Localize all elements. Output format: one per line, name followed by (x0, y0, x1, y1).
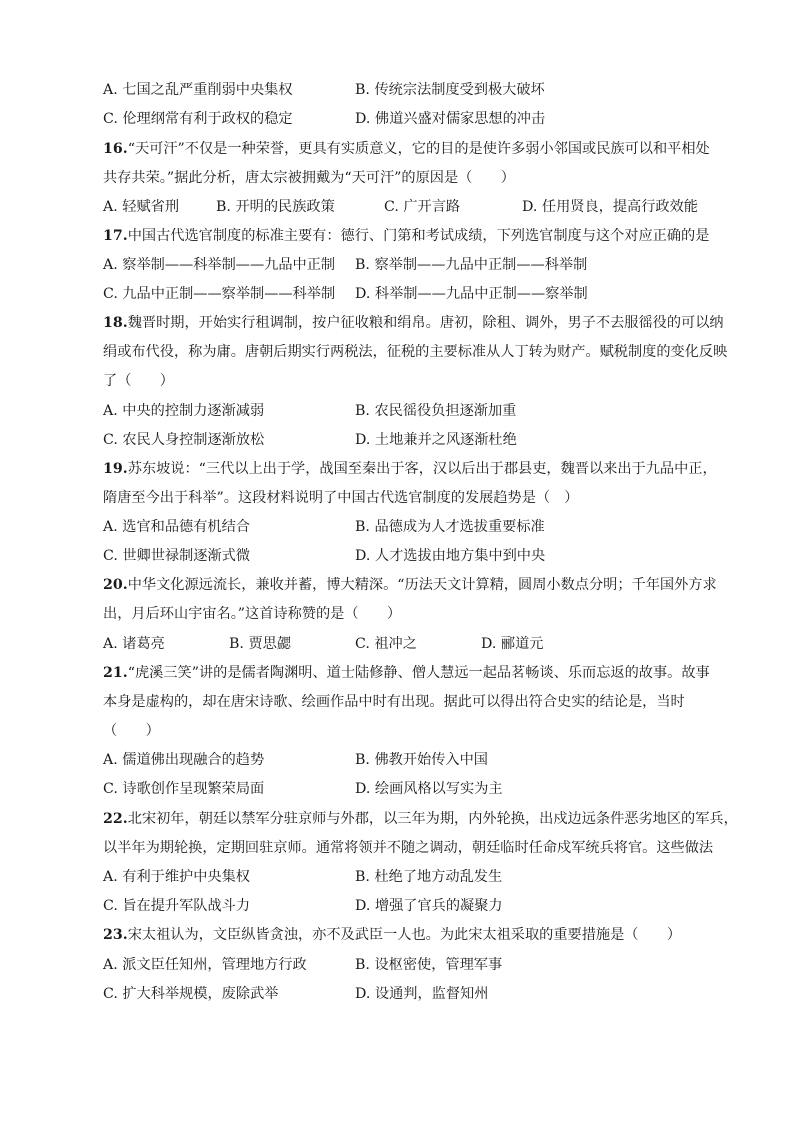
question-21-stem (103, 663, 743, 683)
question-22-stem (103, 809, 743, 829)
option-c: C. 祖冲之 (355, 636, 417, 652)
question-number: 18. (103, 315, 128, 331)
option-d: D. 设通判，监督知州 (355, 986, 489, 1002)
option-d: D. 土地兼并之风逐渐杜绝 (355, 432, 517, 448)
option-d: D. 郦道元 (481, 636, 544, 652)
option-row (103, 984, 743, 1004)
question-number: 16. (103, 141, 128, 157)
option-row (103, 750, 743, 770)
option-row (103, 401, 743, 421)
question-text: 宋太祖认为，文臣纵皆贪浊，亦不及武臣一人也。为此宋太祖采取的重要措施是（ ） (127, 927, 682, 943)
option-a: A. 有利于维护中央集权 (103, 869, 250, 885)
option-d: D. 任用贤良，提高行政效能 (522, 199, 698, 215)
question-text: 苏东坡说：“三代以上出于学，战国至秦出于客，汉以后出于郡县吏，魏晋以来出于九品中正， (127, 461, 717, 477)
option-row (103, 867, 743, 887)
option-c: C. 广开言路 (384, 199, 461, 215)
option-a: A. 派文臣任知州，管理地方行政 (103, 957, 307, 973)
option-row (103, 517, 743, 537)
option-row (103, 779, 743, 799)
option-d: D. 科举制——九品中正制——察举制 (355, 286, 588, 302)
option-d: D. 人才选拔由地方集中到中央 (355, 548, 546, 564)
option-row (103, 109, 743, 129)
question-text: 北宋初年，朝廷以禁军分驻京师与外郡，以三年为期，内外轮换，出戍边远条件恶劣地区的军兵， (127, 811, 738, 827)
option-b: B. 开明的民族政策 (216, 199, 335, 215)
question-21-stem-cont (103, 721, 743, 741)
option-a: A. 轻赋省刑 (103, 199, 180, 215)
question-20-stem (103, 575, 743, 595)
question-text: 以半年为期轮换，定期回驻京师。通常将领并不随之调动，朝廷临时任命戍军统兵将官。这些做法 (103, 840, 714, 856)
question-18-stem (103, 313, 743, 333)
question-21-stem-cont (103, 692, 743, 712)
option-c: C. 世卿世禄制逐渐式微 (103, 548, 251, 564)
question-20-stem-cont (103, 604, 743, 624)
option-c: C. 农民人身控制逐渐放松 (103, 432, 265, 448)
option-a: A. 选官和品德有机结合 (103, 519, 250, 535)
question-number: 23. (103, 927, 128, 943)
question-text: 了（ ） (103, 373, 174, 389)
question-19-stem (103, 459, 743, 479)
question-text: 中国古代选官制度的标准主要有：德行、门第和考试成绩，下列选官制度与这个对应正确的是 (127, 228, 710, 244)
question-number: 22. (103, 811, 128, 827)
question-number: 21. (103, 665, 128, 681)
option-c: C. 伦理纲常有利于政权的稳定 (103, 111, 293, 127)
question-16-stem-cont (103, 168, 743, 188)
option-c: C. 扩大科举规模，废除武举 (103, 986, 279, 1002)
option-a: A. 察举制——科举制——九品中正制 (103, 257, 336, 273)
option-row (103, 197, 743, 217)
question-text: 本身是虚构的，却在唐宋诗歌、绘画作品中时有出现。据此可以得出符合史实的结论是，当时 (103, 694, 685, 710)
option-c: C. 诗歌创作呈现繁荣局面 (103, 781, 265, 797)
question-19-stem-cont (103, 488, 743, 508)
question-text: 中华文化源远流长，兼收并蓄，博大精深。“历法天文计算精，圆周小数点分明；千年国外方求 (127, 577, 717, 593)
question-18-stem-cont (103, 342, 743, 362)
question-number: 19. (103, 461, 128, 477)
option-b: B. 品德成为人才选拔重要标准 (355, 519, 545, 535)
question-text: “虎溪三笑”讲的是儒者陶渊明、道士陆修静、僧人慧远一起品茗畅谈、乐而忘返的故事。故事 (127, 665, 710, 681)
question-text: 绢或布代役，称为庸。唐朝后期实行两税法，征税的主要标准从人丁转为财产。赋税制度的变化反映 (103, 344, 728, 360)
option-b: B. 设枢密使，管理军事 (355, 957, 503, 973)
option-row (103, 255, 743, 275)
option-d: D. 佛道兴盛对儒家思想的冲击 (355, 111, 546, 127)
question-text: “天可汗”不仅是一种荣誉，更具有实质意义，它的目的是使许多弱小邻国或民族可以和平相处 (127, 141, 710, 157)
option-row (103, 284, 743, 304)
option-row (103, 634, 743, 654)
question-number: 17. (103, 228, 128, 244)
question-text: 隋唐至今出于科举”。这段材料说明了中国古代选官制度的发展趋势是（ ） (103, 490, 579, 506)
option-row (103, 896, 743, 916)
option-b: B. 杜绝了地方动乱发生 (355, 869, 503, 885)
option-b: B. 传统宗法制度受到极大破坏 (355, 82, 545, 98)
question-text: 共存共荣。”据此分析，唐太宗被拥戴为“天可汗”的原因是（ ） (103, 170, 515, 186)
option-b: B. 佛教开始传入中国 (355, 752, 488, 768)
option-a: A. 儒道佛出现融合的趋势 (103, 752, 265, 768)
option-row (103, 80, 743, 100)
option-row (103, 546, 743, 566)
option-row (103, 955, 743, 975)
question-number: 20. (103, 577, 128, 593)
question-text: 出，月后环山宇宙名。”这首诗称赞的是（ ） (103, 606, 402, 622)
option-a: A. 中央的控制力逐渐减弱 (103, 403, 265, 419)
question-16-stem (103, 139, 743, 159)
question-23-stem (103, 925, 743, 945)
option-c: C. 旨在提升军队战斗力 (103, 898, 251, 914)
option-row (103, 430, 743, 450)
question-text: 魏晋时期，开始实行租调制，按户征收粮和绢帛。唐初，除租、调外，男子不去服徭役的可以纳 (127, 315, 724, 331)
question-17-stem (103, 226, 743, 246)
option-b: B. 察举制——九品中正制——科举制 (355, 257, 588, 273)
option-a: A. 诸葛亮 (103, 636, 165, 652)
option-a: A. 七国之乱严重削弱中央集权 (103, 82, 293, 98)
option-b: B. 贾思勰 (229, 636, 292, 652)
question-18-stem-cont (103, 371, 743, 391)
option-c: C. 九品中正制——察举制——科举制 (103, 286, 336, 302)
option-d: D. 绘画风格以写实为主 (355, 781, 503, 797)
option-b: B. 农民徭役负担逐渐加重 (355, 403, 517, 419)
question-text: （ ） (103, 723, 160, 739)
question-22-stem-cont (103, 838, 743, 858)
option-d: D. 增强了官兵的凝聚力 (355, 898, 503, 914)
